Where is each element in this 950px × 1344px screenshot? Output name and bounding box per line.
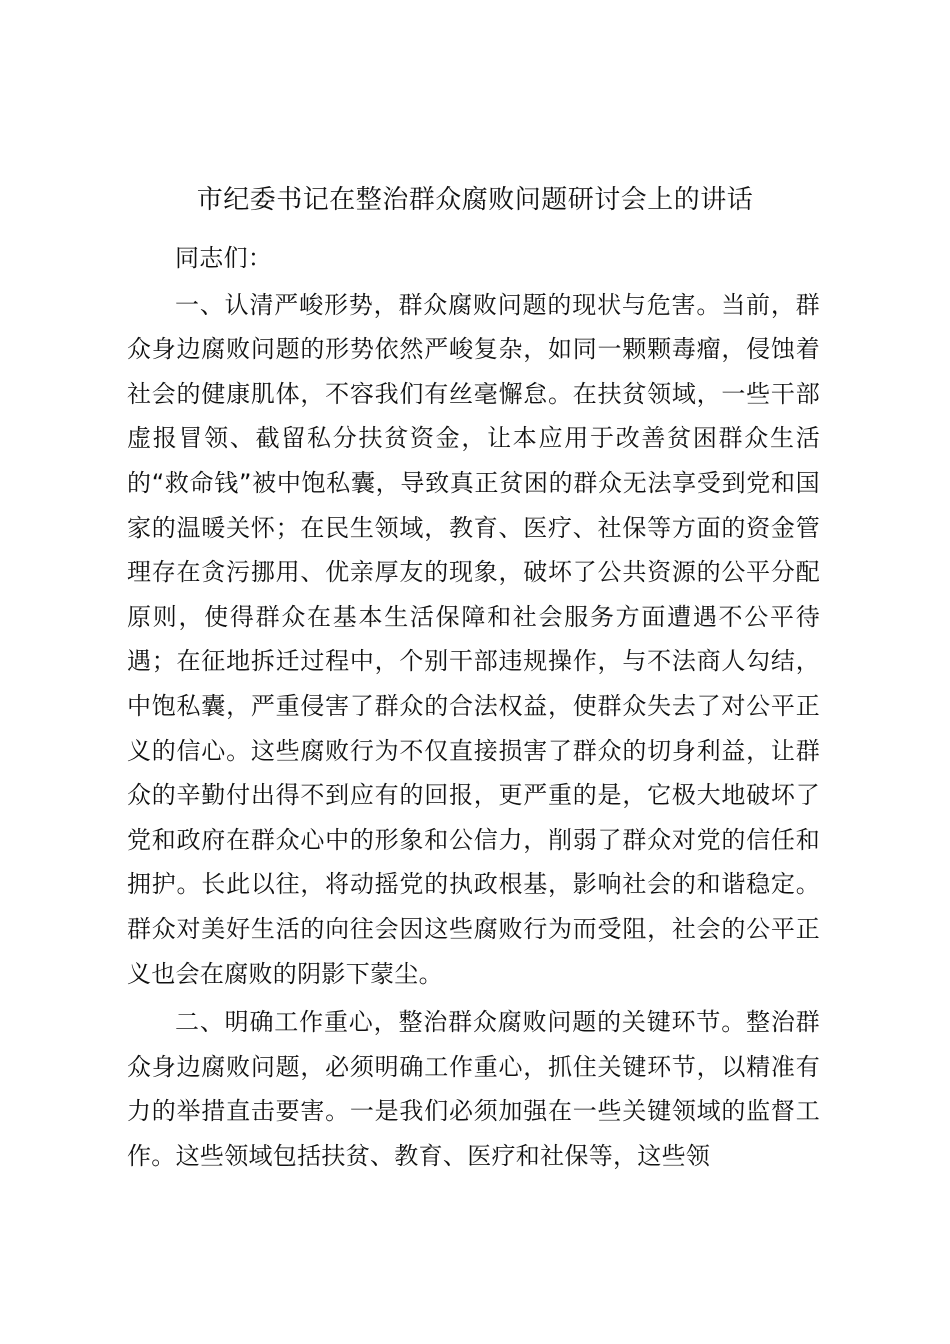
document-title: 市纪委书记在整治群众腐败问题研讨会上的讲话 — [196, 185, 754, 215]
document-body — [127, 236, 820, 1178]
paragraph-2: 二、明确工作重心，整治群众腐败问题的关键环节。整治群众身边腐败问题，必须明确工作重心，抓住关键环节，以精准有力的举措直击要害。一是我们必须加强在一些关键领域的监督工作。这些领域包括扶贫、教育、医疗和社保等，这些领 — [127, 1008, 820, 1170]
paragraph-1: 一、认清严峻形势，群众腐败问题的现状与危害。当前，群众身边腐败问题的形势依然严峻复杂，如同一颗颗毒瘤，侵蚀着社会的健康肌体，不容我们有丝毫懈怠。在扶贫领域，一些干部虚报冒领、截留私分扶贫资金，让本应用于改善贫困群众生活的“救命钱”被中饱私囊，导致真正贫困的群众无法享受到党和国家的温暖关怀；在民生领域，教育、医疗、社保等方面的资金管理存在贪污挪用、优亲厚友的现象，破坏了公共资源的公平分配原则，使得群众在基本生活保障和社会服务方面遭遇不公平待遇；在征地拆迁过程中，个别干部违规操作，与不法商人勾结，中饱私囊，严重侵害了群众的合法权益，使群众失去了对公平正义的信心。这些腐败行为不仅直接损害了群众的切身利益，让群众的辛勤付出得不到应有的回报，更严重的是，它极大地破坏了党和政府在群众心中的形象和公信力，削弱了群众对党的信任和拥护。长此以往，将动摇党的执政根基，影响社会的和谐稳定。群众对美好生活的向往会因这些腐败行为而受阻，社会的公平正义也会在腐败的阴影下蒙尘。 — [127, 290, 820, 988]
salutation: 同志们： — [175, 244, 273, 272]
